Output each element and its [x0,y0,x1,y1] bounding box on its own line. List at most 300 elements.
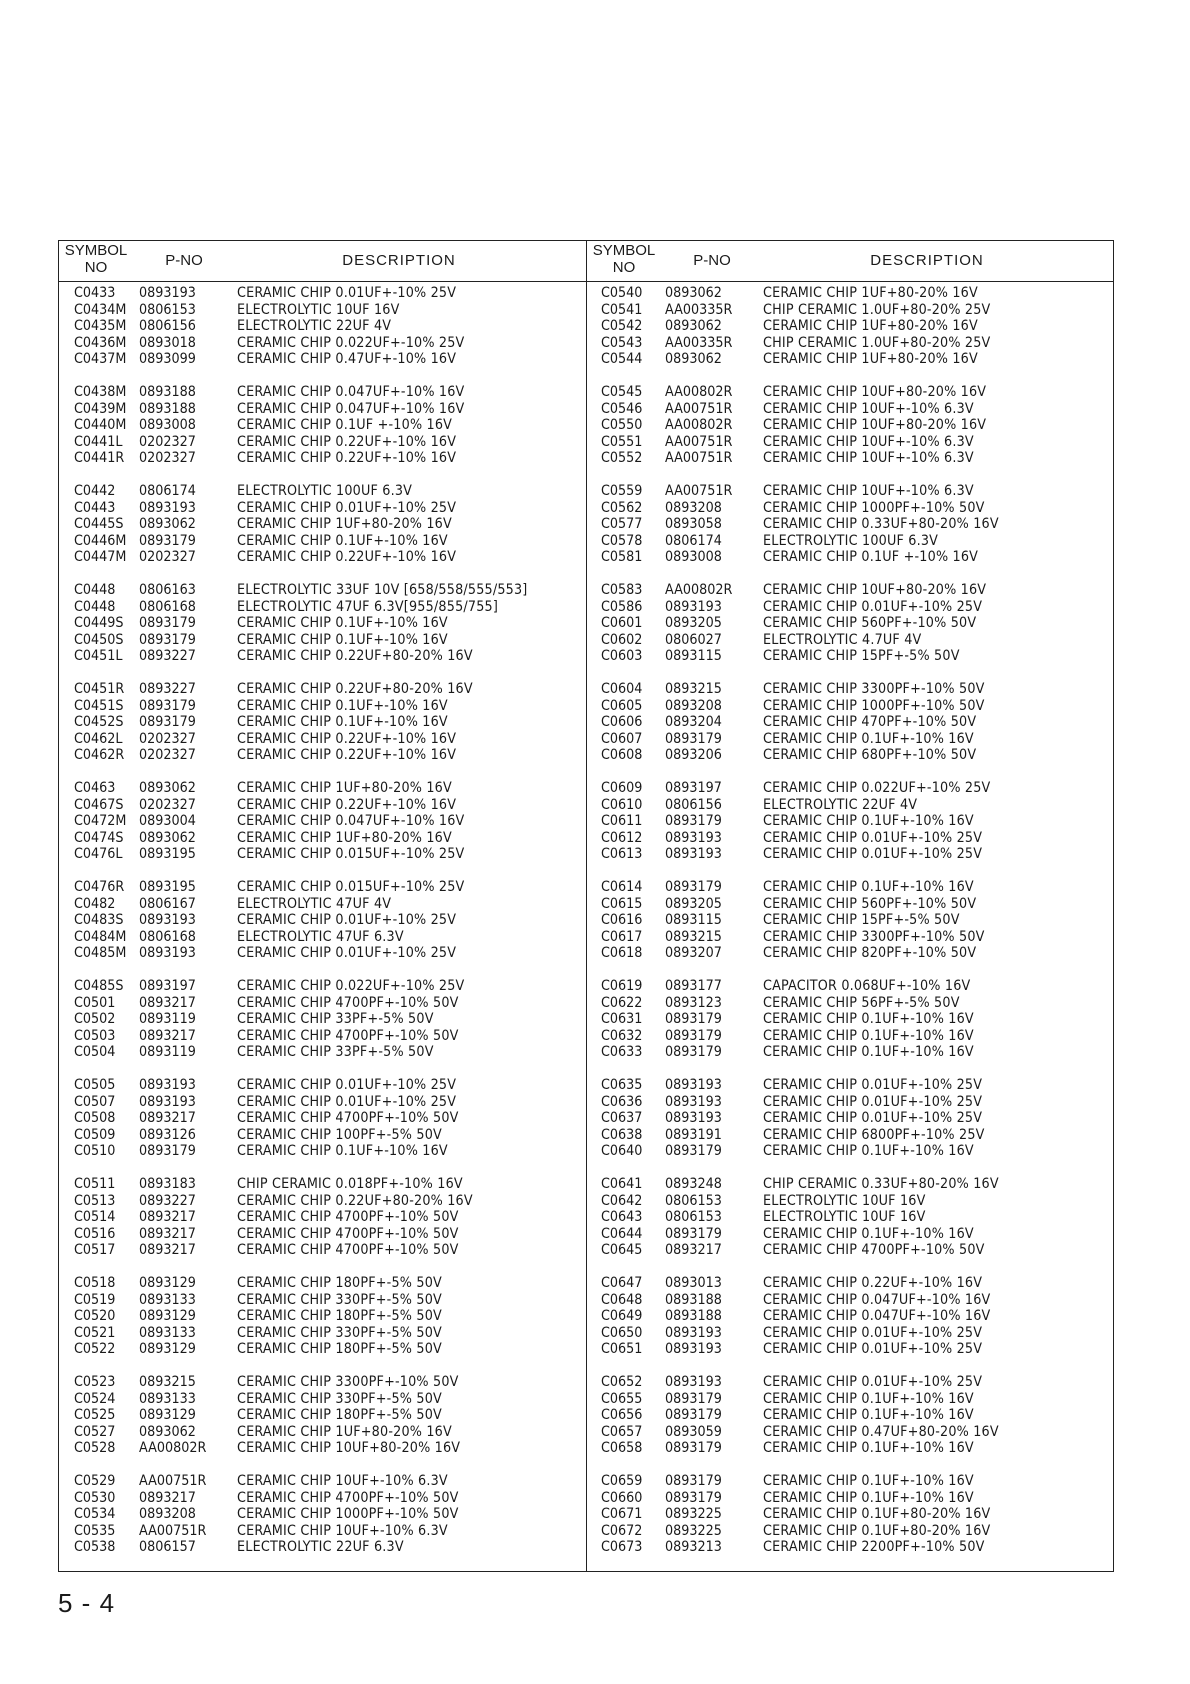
table-row [59,549,586,566]
description-cell: CERAMIC CHIP 4700PF+-10% 50V [237,1225,459,1242]
symbol-cell: C0513 [74,1192,116,1209]
description-cell: CERAMIC CHIP 15PF+-5% 50V [763,648,960,665]
header-description: DESCRIPTION [342,252,456,269]
description-cell: CERAMIC CHIP 560PF+-10% 50V [763,895,977,912]
symbol-cell: C0522 [74,1341,116,1358]
pno-cell: AA00335R [665,301,733,318]
table-row [59,1523,586,1540]
symbol-cell: C0611 [601,813,643,830]
left-row-groups [59,285,586,1572]
description-cell: ELECTROLYTIC 22UF 4V [763,796,918,813]
table-row [587,1292,1115,1309]
description-cell: CERAMIC CHIP 0.1UF+-10% 16V [763,1011,974,1028]
symbol-cell: C0511 [74,1176,116,1192]
page-number: 5 - 4 [58,1588,116,1618]
table-row [59,1539,586,1556]
pno-cell: 0893062 [139,516,196,533]
pno-cell: AA00751R [139,1522,207,1539]
table-row [59,335,586,352]
table-row [587,929,1115,946]
header-description: DESCRIPTION [870,252,984,269]
table-row [587,1209,1115,1226]
symbol-cell: C0618 [601,945,643,962]
symbol-cell: C0578 [601,532,643,549]
row-group [587,1374,1115,1473]
symbol-cell: C0608 [601,747,643,764]
table-row [59,846,586,863]
table-row [59,351,586,368]
pno-cell: AA00751R [139,1473,207,1489]
description-cell: CERAMIC CHIP 4700PF+-10% 50V [237,994,459,1011]
table-row [59,1110,586,1127]
table-row [59,780,586,797]
description-cell: CERAMIC CHIP 4700PF+-10% 50V [237,1242,459,1259]
table-row [587,681,1115,698]
pno-cell: 0893129 [139,1407,196,1424]
symbol-cell: C0529 [74,1473,116,1489]
description-cell: CERAMIC CHIP 0.22UF+80-20% 16V [237,1192,473,1209]
symbol-cell: C0657 [601,1423,643,1440]
pno-cell: 0893217 [139,994,196,1011]
symbol-cell: C0514 [74,1209,116,1226]
description-cell: CERAMIC CHIP 1000PF+-10% 50V [763,697,985,714]
symbol-cell: C0612 [601,829,643,846]
description-cell: CERAMIC CHIP 1UF+80-20% 16V [763,318,978,335]
description-cell: CERAMIC CHIP 0.01UF+-10% 25V [763,846,983,863]
pno-cell: 0893179 [665,1390,722,1407]
pno-cell: 0893179 [139,697,196,714]
description-cell: CERAMIC CHIP 0.1UF+-10% 16V [763,879,974,895]
description-cell: CERAMIC CHIP 1UF+80-20% 16V [763,351,978,368]
description-cell: CERAMIC CHIP 0.022UF+-10% 25V [237,978,465,994]
table-row [587,1407,1115,1424]
pno-cell: AA00751R [665,483,733,499]
table-row [59,1226,586,1243]
pno-cell: AA00802R [139,1440,207,1457]
symbol-cell: C0602 [601,631,643,648]
table-row [587,1308,1115,1325]
symbol-cell: C0516 [74,1225,116,1242]
symbol-cell: C0447M [74,549,127,566]
pno-cell: 0893205 [665,895,722,912]
table-row [59,1127,586,1144]
symbol-cell: C0643 [601,1209,643,1226]
symbol-cell: C0672 [601,1522,643,1539]
table-row [587,450,1115,467]
description-cell: ELECTROLYTIC 10UF 16V [763,1192,926,1209]
description-cell: CERAMIC CHIP 15PF+-5% 50V [763,912,960,929]
description-cell: CHIP CERAMIC 1.0UF+80-20% 25V [763,301,991,318]
symbol-cell: C0546 [601,400,643,417]
table-row [587,879,1115,896]
pno-cell: 0893193 [665,1110,722,1127]
row-group [59,384,586,483]
description-cell: ELECTROLYTIC 22UF 4V [237,318,392,335]
table-row [587,1094,1115,1111]
description-cell: CERAMIC CHIP 0.01UF+-10% 25V [763,1324,983,1341]
symbol-cell: C0649 [601,1308,643,1325]
pno-cell: 0893177 [665,978,722,994]
symbol-cell: C0472M [74,813,127,830]
symbol-cell: C0463 [74,780,116,796]
pno-cell: 0893193 [139,945,196,962]
description-cell: CERAMIC CHIP 0.1UF+-10% 16V [237,532,448,549]
symbol-cell: C0451S [74,697,124,714]
pno-cell: 0893207 [665,945,722,962]
symbol-cell: C0617 [601,928,643,945]
pno-cell: 0893129 [139,1308,196,1325]
description-cell: CERAMIC CHIP 560PF+-10% 50V [763,615,977,632]
symbol-cell: C0503 [74,1027,116,1044]
pno-cell: 0893179 [139,615,196,632]
symbol-cell: C0601 [601,615,643,632]
pno-cell: 0893058 [665,516,722,533]
symbol-cell: C0535 [74,1522,116,1539]
description-cell: CERAMIC CHIP 4700PF+-10% 50V [763,1242,985,1259]
pno-cell: 0893188 [139,384,196,400]
description-cell: CERAMIC CHIP 4700PF+-10% 50V [237,1110,459,1127]
table-row [59,714,586,731]
symbol-cell: C0517 [74,1242,116,1259]
row-group [587,1077,1115,1176]
description-cell: CERAMIC CHIP 0.22UF+80-20% 16V [237,648,473,665]
table-row [587,615,1115,632]
row-group [59,1473,586,1572]
pno-cell: 0893193 [665,1374,722,1390]
pno-cell: 0806163 [139,582,196,598]
table-row [59,813,586,830]
description-cell: CERAMIC CHIP 3300PF+-10% 50V [763,681,985,697]
pno-cell: 0806168 [139,598,196,615]
row-group [587,384,1115,483]
pno-cell: 0893193 [139,1093,196,1110]
parts-list-table [58,240,1114,1572]
table-row [59,1275,586,1292]
table-row [587,599,1115,616]
symbol-cell: C0434M [74,301,127,318]
description-cell: CERAMIC CHIP 0.01UF+-10% 25V [237,1077,457,1093]
description-cell: CERAMIC CHIP 10UF+80-20% 16V [237,1440,461,1457]
description-cell: CERAMIC CHIP 0.047UF+-10% 16V [763,1291,991,1308]
table-row [59,995,586,1012]
symbol-cell: C0523 [74,1374,116,1390]
table-row [59,879,586,896]
table-row [59,1176,586,1193]
table-row [59,731,586,748]
row-group [59,285,586,384]
symbol-cell: C0485M [74,945,127,962]
symbol-cell: C0483S [74,912,124,929]
symbol-cell: C0524 [74,1390,116,1407]
description-cell: CERAMIC CHIP 0.01UF+-10% 25V [237,285,457,301]
row-group [59,780,586,879]
symbol-cell: C0436M [74,334,127,351]
description-cell: CERAMIC CHIP 0.1UF+-10% 16V [763,730,974,747]
symbol-cell: C0462L [74,730,123,747]
description-cell: CHIP CERAMIC 1.0UF+80-20% 25V [763,334,991,351]
row-group [59,681,586,780]
description-cell: CERAMIC CHIP 0.01UF+-10% 25V [763,1110,983,1127]
pno-cell: 0893179 [665,1489,722,1506]
symbol-cell: C0607 [601,730,643,747]
description-cell: CERAMIC CHIP 180PF+-5% 50V [237,1341,442,1358]
table-row [59,896,586,913]
symbol-cell: C0502 [74,1011,116,1028]
table-row [587,632,1115,649]
description-cell: CERAMIC CHIP 33PF+-5% 50V [237,1011,434,1028]
symbol-cell: C0519 [74,1291,116,1308]
description-cell: CERAMIC CHIP 330PF+-5% 50V [237,1324,442,1341]
symbol-cell: C0636 [601,1093,643,1110]
symbol-cell: C0633 [601,1044,643,1061]
table-row [59,1044,586,1061]
pno-cell: 0893123 [665,994,722,1011]
description-cell: CERAMIC CHIP 1UF+80-20% 16V [237,1423,452,1440]
table-row [587,813,1115,830]
description-cell: CERAMIC CHIP 0.022UF+-10% 25V [237,334,465,351]
table-row [59,648,586,665]
pno-cell: 0893062 [665,351,722,368]
symbol-cell: C0451L [74,648,123,665]
pno-cell: 0893179 [139,714,196,731]
row-group [587,582,1115,681]
pno-cell: AA00751R [665,433,733,450]
pno-cell: AA00802R [665,384,733,400]
table-row [59,797,586,814]
pno-cell: 0893188 [665,1291,722,1308]
pno-cell: 0893183 [139,1176,196,1192]
table-row [59,1077,586,1094]
symbol-cell: C0641 [601,1176,643,1192]
symbol-cell: C0527 [74,1423,116,1440]
pno-cell: 0893062 [139,1423,196,1440]
symbol-cell: C0440M [74,417,127,434]
description-cell: CERAMIC CHIP 0.22UF+80-20% 16V [237,681,473,697]
description-cell: CERAMIC CHIP 0.1UF +-10% 16V [763,549,979,566]
pno-cell: 0202327 [139,549,196,566]
table-row [587,434,1115,451]
pno-cell: 0893179 [665,1044,722,1061]
symbol-cell: C0484M [74,928,127,945]
description-cell: CERAMIC CHIP 180PF+-5% 50V [237,1407,442,1424]
table-row [59,1440,586,1457]
pno-cell: 0893193 [139,285,196,301]
table-row [59,615,586,632]
symbol-cell: C0673 [601,1539,643,1556]
pno-cell: 0893215 [139,1374,196,1390]
symbol-cell: C0528 [74,1440,116,1457]
symbol-cell: C0542 [601,318,643,335]
header-no-label: NO [612,259,636,276]
table-row [587,1242,1115,1259]
row-group [59,1077,586,1176]
description-cell: CERAMIC CHIP 0.1UF +-10% 16V [237,417,453,434]
table-row [587,731,1115,748]
table-row [59,681,586,698]
table-row [59,1143,586,1160]
pno-cell: 0893208 [665,697,722,714]
table-row [587,1374,1115,1391]
description-cell: CERAMIC CHIP 3300PF+-10% 50V [237,1374,459,1390]
description-cell: CERAMIC CHIP 0.1UF+-10% 16V [237,714,448,731]
description-cell: CERAMIC CHIP 0.1UF+-10% 16V [763,1390,974,1407]
pno-cell: 0202327 [139,796,196,813]
row-group [59,582,586,681]
symbol-cell: C0437M [74,351,127,368]
table-row [587,1440,1115,1457]
pno-cell: 0893193 [665,1093,722,1110]
table-row [587,351,1115,368]
pno-cell: 0893188 [139,400,196,417]
description-cell: CERAMIC CHIP 6800PF+-10% 25V [763,1126,985,1143]
description-cell: CERAMIC CHIP 0.047UF+-10% 16V [237,400,465,417]
symbol-cell: C0435M [74,318,127,335]
table-row [59,1374,586,1391]
description-cell: CERAMIC CHIP 330PF+-5% 50V [237,1291,442,1308]
table-row [59,1193,586,1210]
description-cell: CERAMIC CHIP 0.22UF+-10% 16V [763,1275,983,1291]
description-cell: CERAMIC CHIP 0.01UF+-10% 25V [763,1077,983,1093]
pno-cell: 0893008 [139,417,196,434]
symbol-cell: C0518 [74,1275,116,1291]
table-row [59,384,586,401]
table-row [59,483,586,500]
table-row [59,302,586,319]
table-row [587,1127,1115,1144]
description-cell: CERAMIC CHIP 1UF+80-20% 16V [237,516,452,533]
symbol-cell: C0482 [74,895,116,912]
table-row [59,1424,586,1441]
row-group [59,1374,586,1473]
description-cell: ELECTROLYTIC 47UF 6.3V [237,928,404,945]
symbol-cell: C0442 [74,483,116,499]
table-row [587,747,1115,764]
description-cell: CERAMIC CHIP 0.022UF+-10% 25V [763,780,991,796]
symbol-cell: C0476L [74,846,123,863]
symbol-cell: C0541 [601,301,643,318]
table-row [587,1143,1115,1160]
pno-cell: 0893227 [139,1192,196,1209]
description-cell: CERAMIC CHIP 4700PF+-10% 50V [237,1027,459,1044]
symbol-cell: C0439M [74,400,127,417]
table-row [587,1110,1115,1127]
table-row [587,1424,1115,1441]
symbol-cell: C0505 [74,1077,116,1093]
table-row [59,830,586,847]
description-cell: CERAMIC CHIP 0.22UF+-10% 16V [237,747,457,764]
pno-cell: AA00802R [665,417,733,434]
symbol-cell: C0559 [601,483,643,499]
description-cell: CERAMIC CHIP 0.1UF+-10% 16V [763,1407,974,1424]
row-group [587,780,1115,879]
row-group [59,879,586,978]
table-row [59,417,586,434]
symbol-cell: C0586 [601,598,643,615]
pno-cell: 0893179 [665,1143,722,1160]
table-row [59,318,586,335]
description-cell: CERAMIC CHIP 0.1UF+-10% 16V [763,1440,974,1457]
description-cell: CERAMIC CHIP 820PF+-10% 50V [763,945,977,962]
pno-cell: 0893193 [139,499,196,516]
symbol-cell: C0508 [74,1110,116,1127]
description-cell: ELECTROLYTIC 33UF 10V [658/558/555/553] [237,582,528,598]
row-group [587,978,1115,1077]
header-pno: P-NO [693,252,731,269]
symbol-cell: C0438M [74,384,127,400]
symbol-cell: C0449S [74,615,124,632]
description-cell: CERAMIC CHIP 10UF+-10% 6.3V [763,400,974,417]
pno-cell: 0202327 [139,450,196,467]
table-row [587,1077,1115,1094]
pno-cell: 0893193 [665,829,722,846]
pno-cell: 0893197 [139,978,196,994]
pno-cell: 0806156 [665,796,722,813]
symbol-cell: C0656 [601,1407,643,1424]
symbol-cell: C0577 [601,516,643,533]
pno-cell: 0893129 [139,1341,196,1358]
description-cell: CERAMIC CHIP 3300PF+-10% 50V [763,928,985,945]
description-cell: CERAMIC CHIP 0.01UF+-10% 25V [763,598,983,615]
table-row [587,945,1115,962]
symbol-cell: C0614 [601,879,643,895]
symbol-cell: C0474S [74,829,124,846]
table-row [587,698,1115,715]
table-row [59,1011,586,1028]
pno-cell: 0893004 [139,813,196,830]
table-row [587,582,1115,599]
pno-cell: 0893193 [139,1077,196,1093]
table-row [587,401,1115,418]
pno-cell: 0893208 [139,1506,196,1523]
description-cell: CERAMIC CHIP 10UF+-10% 6.3V [237,1473,448,1489]
pno-cell: 0893193 [139,912,196,929]
symbol-cell: C0445S [74,516,124,533]
description-cell: CERAMIC CHIP 0.22UF+-10% 16V [237,433,457,450]
table-row [587,780,1115,797]
description-cell: ELECTROLYTIC 22UF 6.3V [237,1539,404,1556]
description-cell: CAPACITOR 0.068UF+-10% 16V [763,978,971,994]
table-row [59,434,586,451]
symbol-cell: C0501 [74,994,116,1011]
symbol-cell: C0540 [601,285,643,301]
pno-cell: 0893225 [665,1522,722,1539]
description-cell: CERAMIC CHIP 0.1UF+-10% 16V [763,1489,974,1506]
pno-cell: 0893062 [665,285,722,301]
row-group [59,1176,586,1275]
description-cell: CERAMIC CHIP 4700PF+-10% 50V [237,1209,459,1226]
pno-cell: 0893217 [139,1209,196,1226]
description-cell: CERAMIC CHIP 0.01UF+-10% 25V [237,1093,457,1110]
symbol-cell: C0451R [74,681,125,697]
symbol-cell: C0652 [601,1374,643,1390]
table-row [587,285,1115,302]
table-row [587,1523,1115,1540]
description-cell: CERAMIC CHIP 180PF+-5% 50V [237,1308,442,1325]
table-row [587,1193,1115,1210]
description-cell: CERAMIC CHIP 10UF+-10% 6.3V [763,433,974,450]
description-cell: CERAMIC CHIP 0.047UF+-10% 16V [763,1308,991,1325]
table-row [587,335,1115,352]
table-row [587,1044,1115,1061]
pno-cell: 0893179 [665,1011,722,1028]
pno-cell: 0893119 [139,1011,196,1028]
pno-cell: 0893227 [139,648,196,665]
pno-cell: 0893179 [139,631,196,648]
symbol-cell: C0550 [601,417,643,434]
description-cell: CERAMIC CHIP 10UF+-10% 6.3V [763,450,974,467]
pno-cell: 0893188 [665,1308,722,1325]
pno-cell: 0893062 [139,780,196,796]
